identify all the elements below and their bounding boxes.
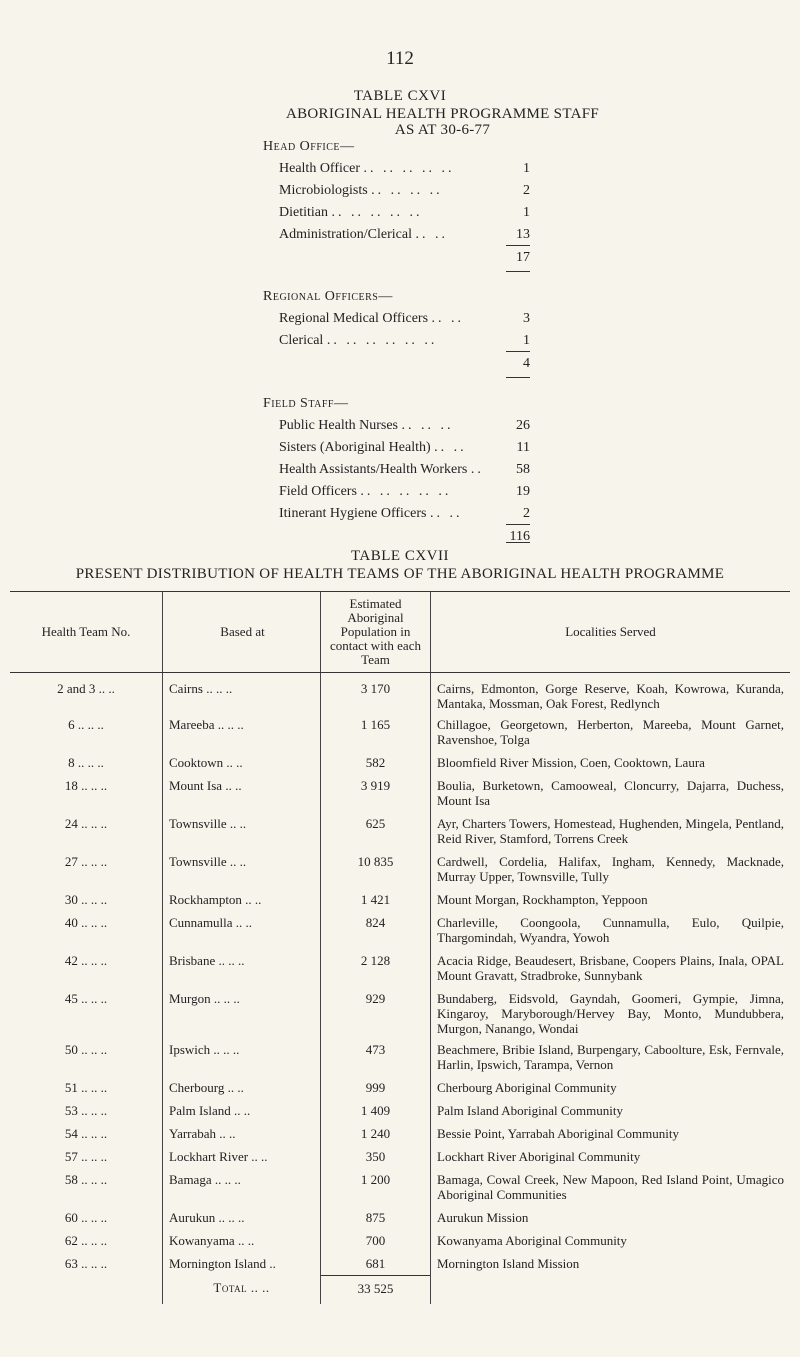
staff-count: 19 [516, 484, 530, 499]
localities-cell: Beachmere, Bribie Island, Burpengary, Caboolture, Esk, Fernvale, Harlin, Ipswich, Tarampa, Vernon [431, 1038, 791, 1076]
population-cell: 1 200 [321, 1168, 431, 1206]
team-number-cell: 63 .. .. .. [64, 1256, 108, 1271]
col-localities: Localities Served [431, 592, 791, 673]
population-cell: 10 835 [321, 850, 431, 888]
population-cell: 1 240 [321, 1122, 431, 1145]
population-cell: 1 409 [321, 1099, 431, 1122]
staff-count: 26 [516, 418, 530, 433]
population-cell: 929 [321, 987, 431, 1038]
population-cell: 875 [321, 1206, 431, 1229]
rule [506, 542, 530, 543]
staff-count: 1 [523, 205, 530, 220]
table-cxvi-date: AS AT 30-6-77 [394, 122, 491, 138]
based-at-cell: Mareeba .. .. .. [163, 713, 321, 751]
staff-count: 1 [523, 333, 530, 348]
team-number-cell: 40 .. .. .. [64, 915, 108, 930]
team-number-cell: 51 .. .. .. [64, 1080, 108, 1095]
population-cell: 3 170 [321, 673, 431, 714]
population-cell: 1 421 [321, 888, 431, 911]
population-cell: 350 [321, 1145, 431, 1168]
rule [506, 245, 530, 246]
team-number-cell: 42 .. .. .. [64, 953, 108, 968]
population-cell: 473 [321, 1038, 431, 1076]
based-at-cell: Rockhampton .. .. [163, 888, 321, 911]
table-total-row [10, 1275, 790, 1304]
team-number-cell: 54 .. .. .. [64, 1126, 108, 1141]
staff-count: 3 [523, 311, 530, 326]
localities-cell: Cardwell, Cordelia, Halifax, Ingham, Kennedy, Macknade, Murray Upper, Townsville, Tully [431, 850, 791, 888]
localities-cell: Kowanyama Aboriginal Community [431, 1229, 791, 1252]
localities-cell: Lockhart River Aboriginal Community [431, 1145, 791, 1168]
localities-cell: Mornington Island Mission [431, 1252, 791, 1275]
based-at-cell: Cooktown .. .. [163, 751, 321, 774]
population-cell: 700 [321, 1229, 431, 1252]
rule [506, 524, 530, 525]
table-row [10, 751, 790, 774]
table-row [10, 1122, 790, 1145]
table-row [10, 713, 790, 751]
based-at-cell: Townsville .. .. [163, 812, 321, 850]
localities-cell: Palm Island Aboriginal Community [431, 1099, 791, 1122]
team-number-cell: 18 .. .. .. [64, 778, 108, 793]
rule [506, 377, 530, 378]
team-number-cell: 6 .. .. .. [68, 717, 104, 732]
based-at-cell: Cherbourg .. .. [163, 1076, 321, 1099]
staff-count: 2 [523, 183, 530, 198]
table-cxvii-subtitle: PRESENT DISTRIBUTION OF HEALTH TEAMS OF THE ABORIGINAL HEALTH PROGRAMME [75, 566, 725, 582]
table-row [10, 949, 790, 987]
localities-cell: Boulia, Burketown, Camooweal, Cloncurry, Dajarra, Duchess, Mount Isa [431, 774, 791, 812]
based-at-cell: Ipswich .. .. .. [163, 1038, 321, 1076]
based-at-cell: Lockhart River .. .. [163, 1145, 321, 1168]
localities-cell: Acacia Ridge, Beaudesert, Brisbane, Coopers Plains, Inala, OPAL Mount Gravatt, Stradbroke, Sunnybank [431, 949, 791, 987]
table-cxvii-title: TABLE CXVII [350, 548, 450, 564]
based-at-cell: Murgon .. .. .. [163, 987, 321, 1038]
table-row [10, 1076, 790, 1099]
table-row [10, 673, 790, 714]
team-number-cell: 58 .. .. .. [64, 1172, 108, 1187]
rule [506, 271, 530, 272]
localities-cell: Bloomfield River Mission, Coen, Cooktown, Laura [431, 751, 791, 774]
table-cxvi-heading: ABORIGINAL HEALTH PROGRAMME STAFF [285, 106, 600, 122]
based-at-cell: Palm Island .. .. [163, 1099, 321, 1122]
localities-cell: Chillagoe, Georgetown, Herberton, Mareeba, Mount Garnet, Ravenshoe, Tolga [431, 713, 791, 751]
table-row [10, 1229, 790, 1252]
population-cell: 3 919 [321, 774, 431, 812]
col-team-no: Health Team No. [10, 592, 163, 673]
table-row [10, 987, 790, 1038]
blank-cell [431, 1275, 791, 1304]
table-row [10, 911, 790, 949]
head-office-subtotal: 17 [516, 250, 530, 265]
team-number-cell: 24 .. .. .. [64, 816, 108, 831]
population-cell: 582 [321, 751, 431, 774]
team-number-cell: 53 .. .. .. [64, 1103, 108, 1118]
localities-cell: Bessie Point, Yarrabah Aboriginal Community [431, 1122, 791, 1145]
team-number-cell: 50 .. .. .. [64, 1042, 108, 1057]
based-at-cell: Aurukun .. .. .. [163, 1206, 321, 1229]
staff-count: 1 [523, 161, 530, 176]
rule [506, 351, 530, 352]
based-at-cell: Mount Isa .. .. [163, 774, 321, 812]
staff-count: 11 [516, 440, 530, 455]
based-at-cell: Townsville .. .. [163, 850, 321, 888]
table-row [10, 1099, 790, 1122]
based-at-cell: Cunnamulla .. .. [163, 911, 321, 949]
table-row [10, 850, 790, 888]
regional-subtotal: 4 [523, 356, 530, 371]
table-row [10, 888, 790, 911]
table-row [10, 774, 790, 812]
table-row [10, 1145, 790, 1168]
table-body [10, 673, 790, 1304]
field-subtotal: 116 [509, 529, 530, 544]
localities-cell: Bamaga, Cowal Creek, New Mapoon, Red Island Point, Umagico Aboriginal Communities [431, 1168, 791, 1206]
total-label: Total .. .. [163, 1275, 321, 1304]
population-cell: 824 [321, 911, 431, 949]
population-cell: 625 [321, 812, 431, 850]
based-at-cell: Cairns .. .. .. [163, 673, 321, 714]
population-cell: 1 165 [321, 713, 431, 751]
table-row [10, 1038, 790, 1076]
team-number-cell: 60 .. .. .. [64, 1210, 108, 1225]
staff-count: 58 [516, 462, 530, 477]
regional-officers-heading: Regional Officers— [263, 289, 393, 304]
localities-cell: Bundaberg, Eidsvold, Gayndah, Goomeri, Gympie, Jimna, Kingaroy, Maryborough/Hervey Bay, Monto, Mundubbera, Murgon, Nanango, Wondai [431, 987, 791, 1038]
team-number-cell: 2 and 3 .. .. [57, 681, 115, 696]
table-cxvi-title: TABLE CXVI [353, 88, 447, 104]
localities-cell: Ayr, Charters Towers, Homestead, Hughenden, Mingela, Pentland, Reid River, Stamford, Torrens Creek [431, 812, 791, 850]
table-row [10, 1168, 790, 1206]
table-row [10, 1206, 790, 1229]
population-cell: 2 128 [321, 949, 431, 987]
table-cxvi-subtitle [255, 106, 630, 138]
health-teams-table [10, 591, 790, 1304]
field-staff-heading: Field Staff— [263, 396, 349, 411]
staff-count: 13 [516, 227, 530, 242]
localities-cell: Charleville, Coongoola, Cunnamulla, Eulo, Quilpie, Thargomindah, Wyandra, Yowoh [431, 911, 791, 949]
population-cell: 681 [321, 1252, 431, 1275]
based-at-cell: Kowanyama .. .. [163, 1229, 321, 1252]
population-cell: 999 [321, 1076, 431, 1099]
based-at-cell: Bamaga .. .. .. [163, 1168, 321, 1206]
localities-cell: Aurukun Mission [431, 1206, 791, 1229]
localities-cell: Cherbourg Aboriginal Community [431, 1076, 791, 1099]
team-number-cell: 57 .. .. .. [64, 1149, 108, 1164]
table-header-row [10, 592, 790, 673]
team-number-cell: 27 .. .. .. [64, 854, 108, 869]
team-number-cell: 8 .. .. .. [68, 755, 104, 770]
col-population: Estimated Aboriginal Population in contact with each Team [321, 592, 431, 673]
based-at-cell: Mornington Island .. [163, 1252, 321, 1275]
total-population: 33 525 [321, 1275, 431, 1304]
table-row [10, 812, 790, 850]
based-at-cell: Brisbane .. .. .. [163, 949, 321, 987]
head-office-heading: Head Office— [263, 139, 355, 154]
team-number-cell: 45 .. .. .. [64, 991, 108, 1006]
page-number: 112 [386, 48, 414, 69]
localities-cell: Cairns, Edmonton, Gorge Reserve, Koah, Kowrowa, Kuranda, Mantaka, Mossman, Oak Forest, Redlynch [431, 673, 791, 714]
based-at-cell: Yarrabah .. .. [163, 1122, 321, 1145]
table-row [10, 1252, 790, 1275]
staff-count: 2 [523, 506, 530, 521]
team-number-cell: 62 .. .. .. [64, 1233, 108, 1248]
blank-cell [10, 1275, 163, 1304]
col-based-at: Based at [163, 592, 321, 673]
team-number-cell: 30 .. .. .. [64, 892, 108, 907]
localities-cell: Mount Morgan, Rockhampton, Yeppoon [431, 888, 791, 911]
